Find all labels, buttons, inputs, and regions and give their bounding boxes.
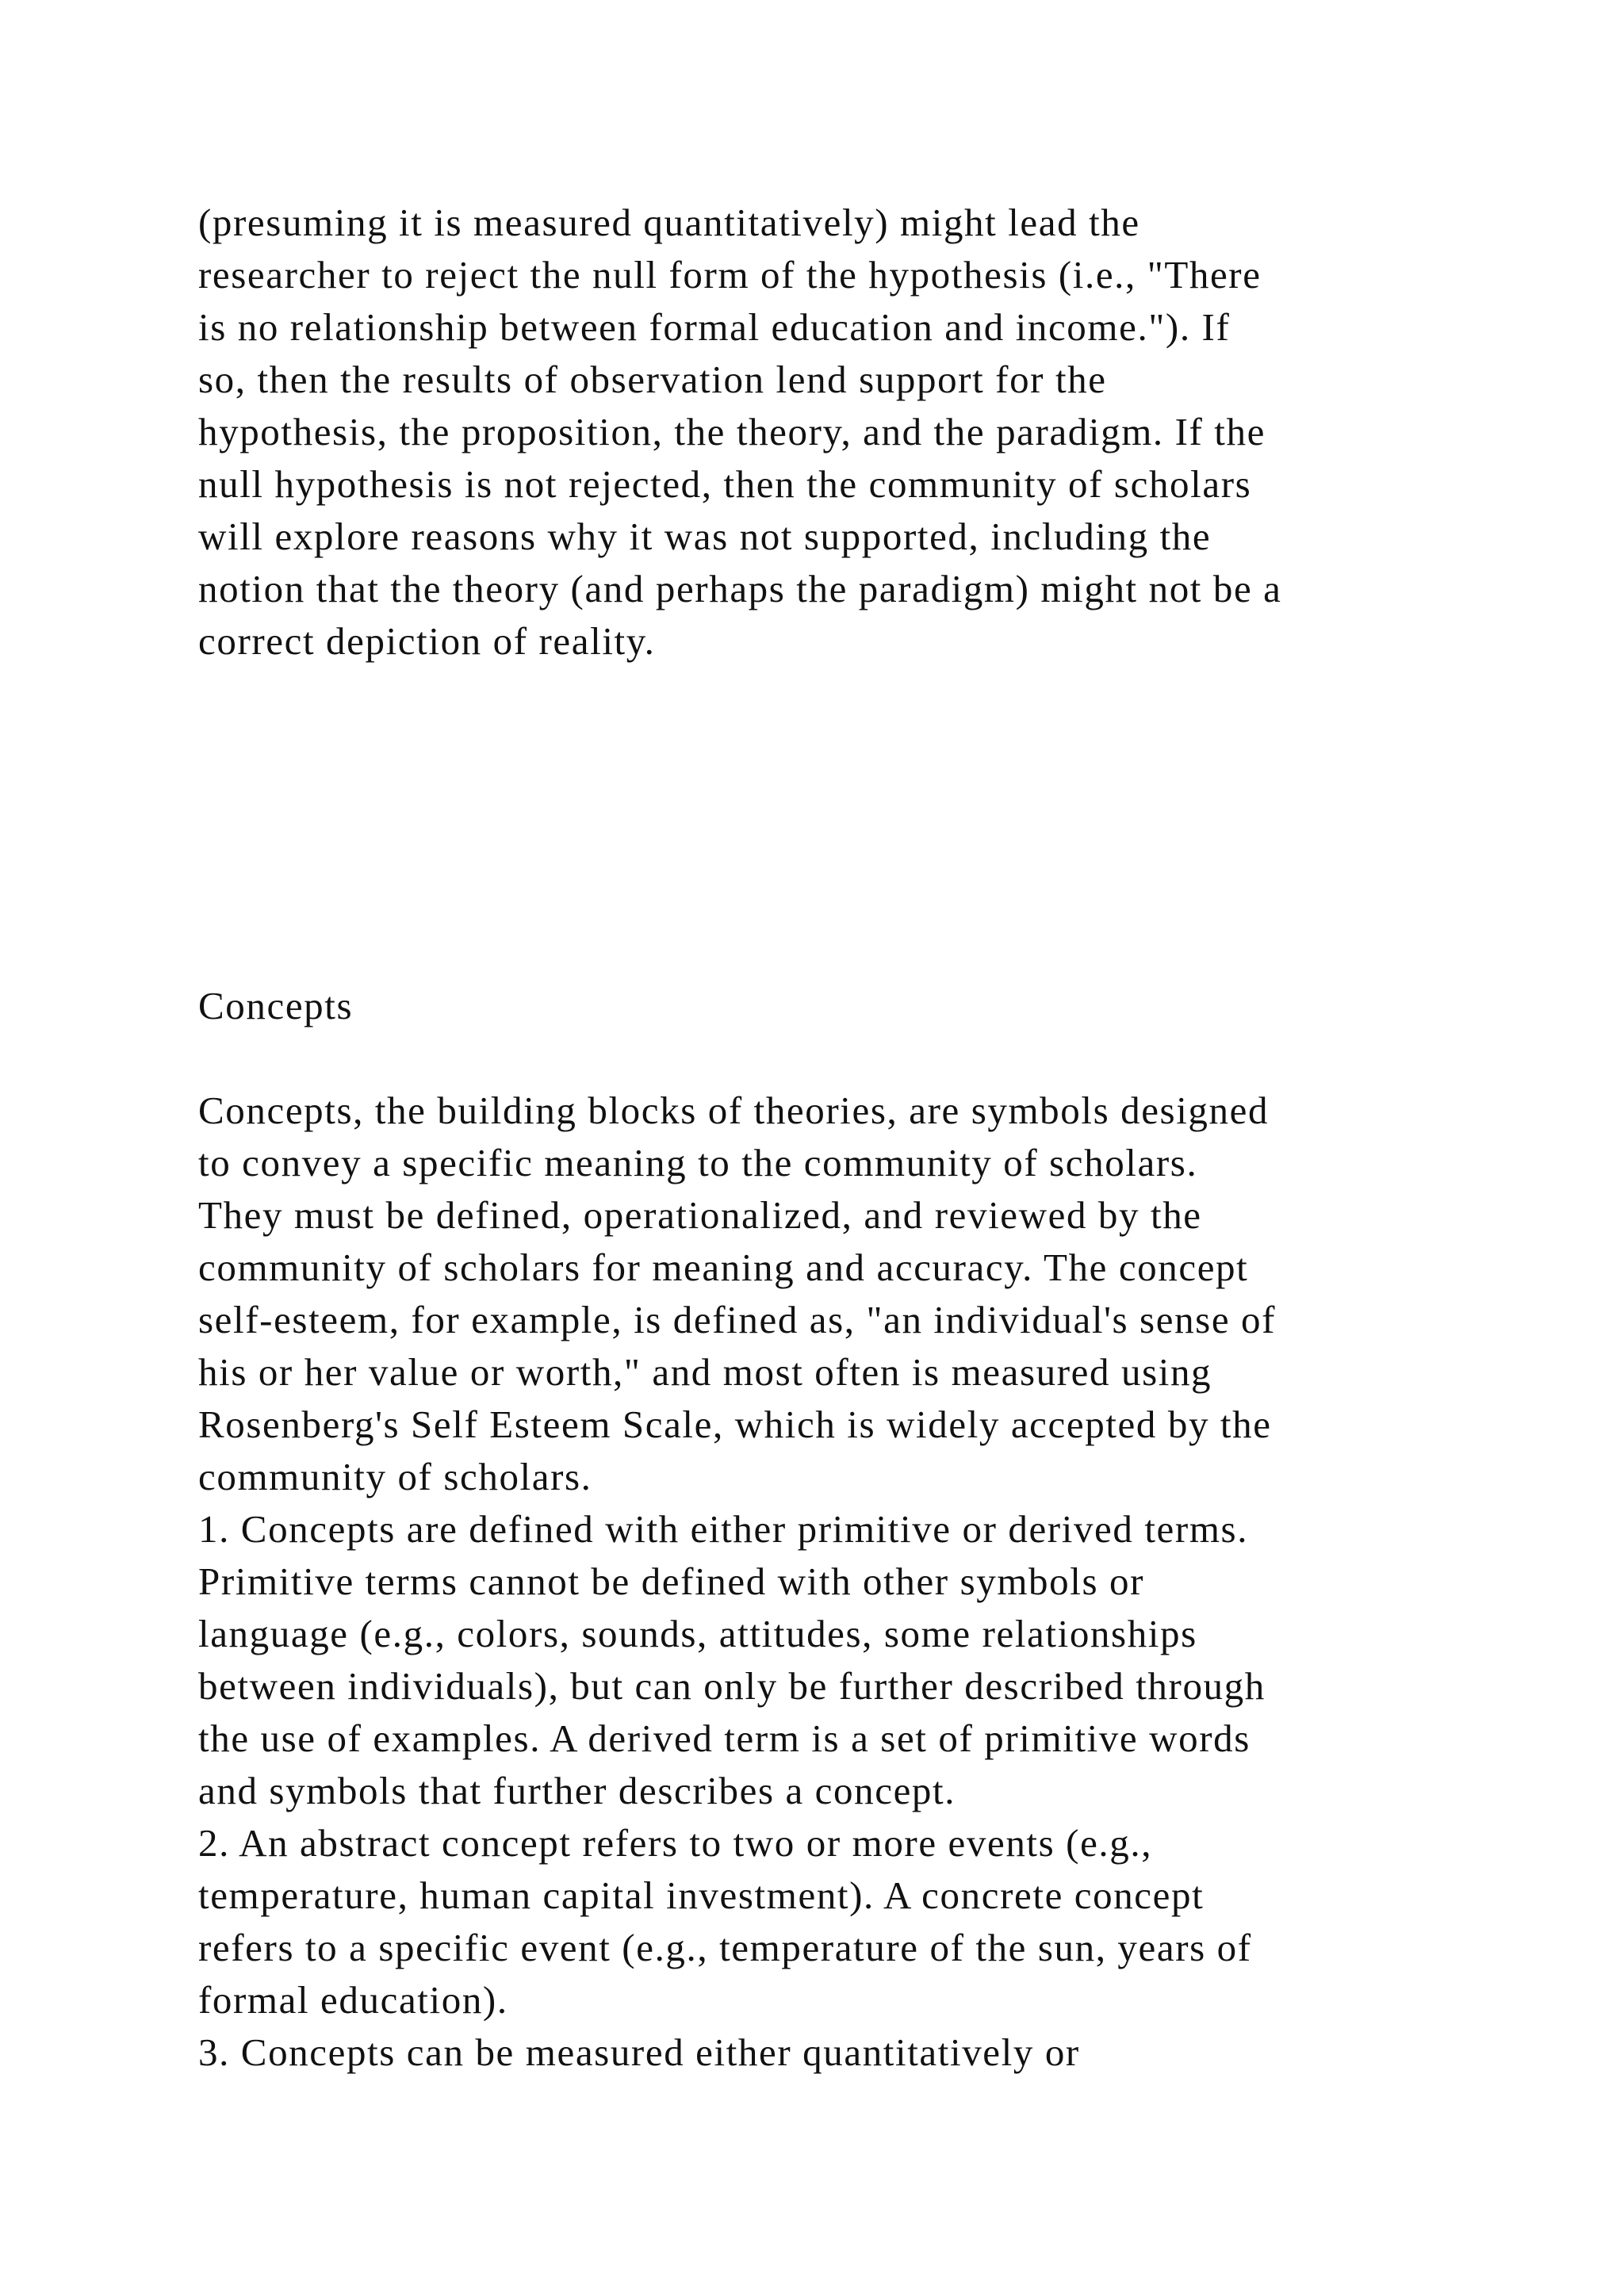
list-item-line: language (e.g., colors, sounds, attitudes, some relationships	[198, 1612, 1197, 1655]
list-item-line: 2. An abstract concept refers to two or more events (e.g.,	[198, 1821, 1153, 1865]
paragraph-line: They must be defined, operationalized, and reviewed by the	[198, 1193, 1202, 1237]
list-item-line: and symbols that further describes a concept.	[198, 1769, 956, 1812]
paragraph-line: Rosenberg's Self Esteem Scale, which is widely accepted by the	[198, 1402, 1272, 1446]
list-item-line: 3. Concepts can be measured either quantitatively or	[198, 2030, 1080, 2074]
paragraph-line: community of scholars for meaning and accuracy. The concept	[198, 1246, 1249, 1289]
section-heading: Concepts	[198, 984, 354, 1027]
paragraph-line: community of scholars.	[198, 1455, 592, 1498]
list-item-line: the use of examples. A derived term is a set of primitive words	[198, 1716, 1251, 1760]
paragraph-line: hypothesis, the proposition, the theory, and the paradigm. If the	[198, 410, 1266, 453]
paragraph-line: so, then the results of observation lend support for the	[198, 358, 1107, 401]
paragraph-line: null hypothesis is not rejected, then the community of scholars	[198, 462, 1252, 506]
list-item-line: 1. Concepts are defined with either primitive or derived terms.	[198, 1507, 1249, 1551]
list-item-line: temperature, human capital investment). A concrete concept	[198, 1873, 1205, 1917]
paragraph-line: notion that the theory (and perhaps the paradigm) might not be a	[198, 567, 1282, 610]
paragraph-line: correct depiction of reality.	[198, 619, 656, 663]
list-item-line: Primitive terms cannot be defined with other symbols or	[198, 1559, 1145, 1603]
paragraph-line: self-esteem, for example, is defined as, "an individual's sense of	[198, 1298, 1277, 1341]
paragraph-line: to convey a specific meaning to the community of scholars.	[198, 1141, 1198, 1184]
paragraph-line: is no relationship between formal education and income."). If	[198, 305, 1231, 349]
paragraph-line: (presuming it is measured quantitatively) might lead the	[198, 201, 1140, 244]
list-item-line: between individuals), but can only be further described through	[198, 1664, 1266, 1708]
paragraph-line: his or her value or worth," and most often is measured using	[198, 1350, 1212, 1394]
list-item-line: formal education).	[198, 1978, 508, 2022]
paragraph-line: researcher to reject the null form of the hypothesis (i.e., "There	[198, 253, 1262, 297]
paragraph-line: will explore reasons why it was not supported, including the	[198, 515, 1212, 558]
list-item-line: refers to a specific event (e.g., temperature of the sun, years of	[198, 1926, 1252, 1969]
paragraph-line: Concepts, the building blocks of theories, are symbols designed	[198, 1089, 1270, 1132]
